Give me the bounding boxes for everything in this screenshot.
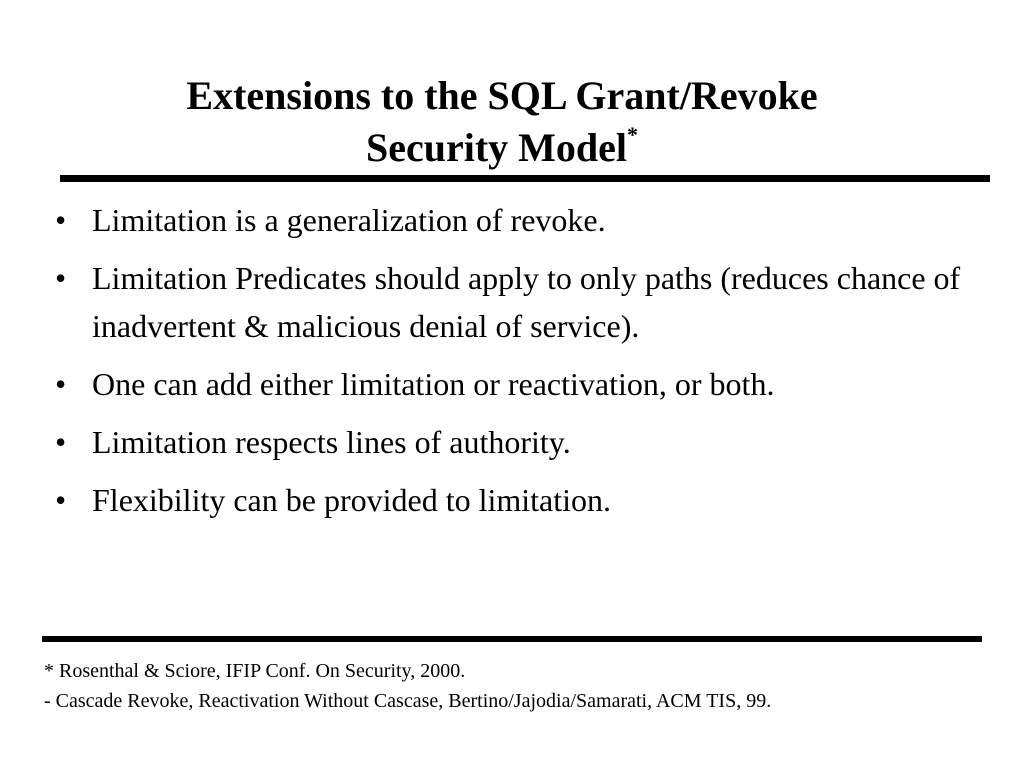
bullet-text: One can add either limitation or reactivation, or both. (92, 366, 775, 402)
bullet-item (55, 196, 975, 244)
bullet-item (55, 418, 975, 466)
footnote-2: - Cascade Revoke, Reactivation Without Cascase, Bertino/Jajodia/Samarati, ACM TIS, 99. (44, 690, 772, 712)
bullet-list (55, 196, 975, 534)
bullet-text: Limitation Predicates should apply to only paths (reduces chance of inadvertent & malicious denial of service). (92, 260, 961, 344)
bullet-text: Limitation respects lines of authority. (92, 424, 571, 460)
bullet-text: Flexibility can be provided to limitation. (92, 482, 612, 518)
bullet-icon: • (55, 202, 67, 238)
bullet-icon: • (55, 260, 67, 296)
bullet-item (55, 254, 975, 350)
bullet-icon: • (55, 424, 67, 460)
footnote-divider (42, 636, 982, 642)
bullet-item (55, 360, 975, 408)
slide-title-line-1: Extensions to the SQL Grant/Revoke (186, 73, 818, 118)
title-divider (60, 175, 990, 182)
bullet-item (55, 476, 975, 524)
slide-title-line-2-text: Security Model (365, 125, 628, 170)
footnotes (44, 656, 1004, 716)
bullet-text: Limitation is a generalization of revoke. (92, 202, 606, 238)
footnote-1: * Rosenthal & Sciore, IFIP Conf. On Security, 2000. (44, 660, 466, 682)
footnote-marker: * (627, 122, 639, 147)
bullet-icon: • (55, 366, 67, 402)
slide-title-line-2 (0, 122, 1004, 174)
bullet-icon: • (55, 482, 67, 518)
slide-title (0, 70, 1004, 174)
